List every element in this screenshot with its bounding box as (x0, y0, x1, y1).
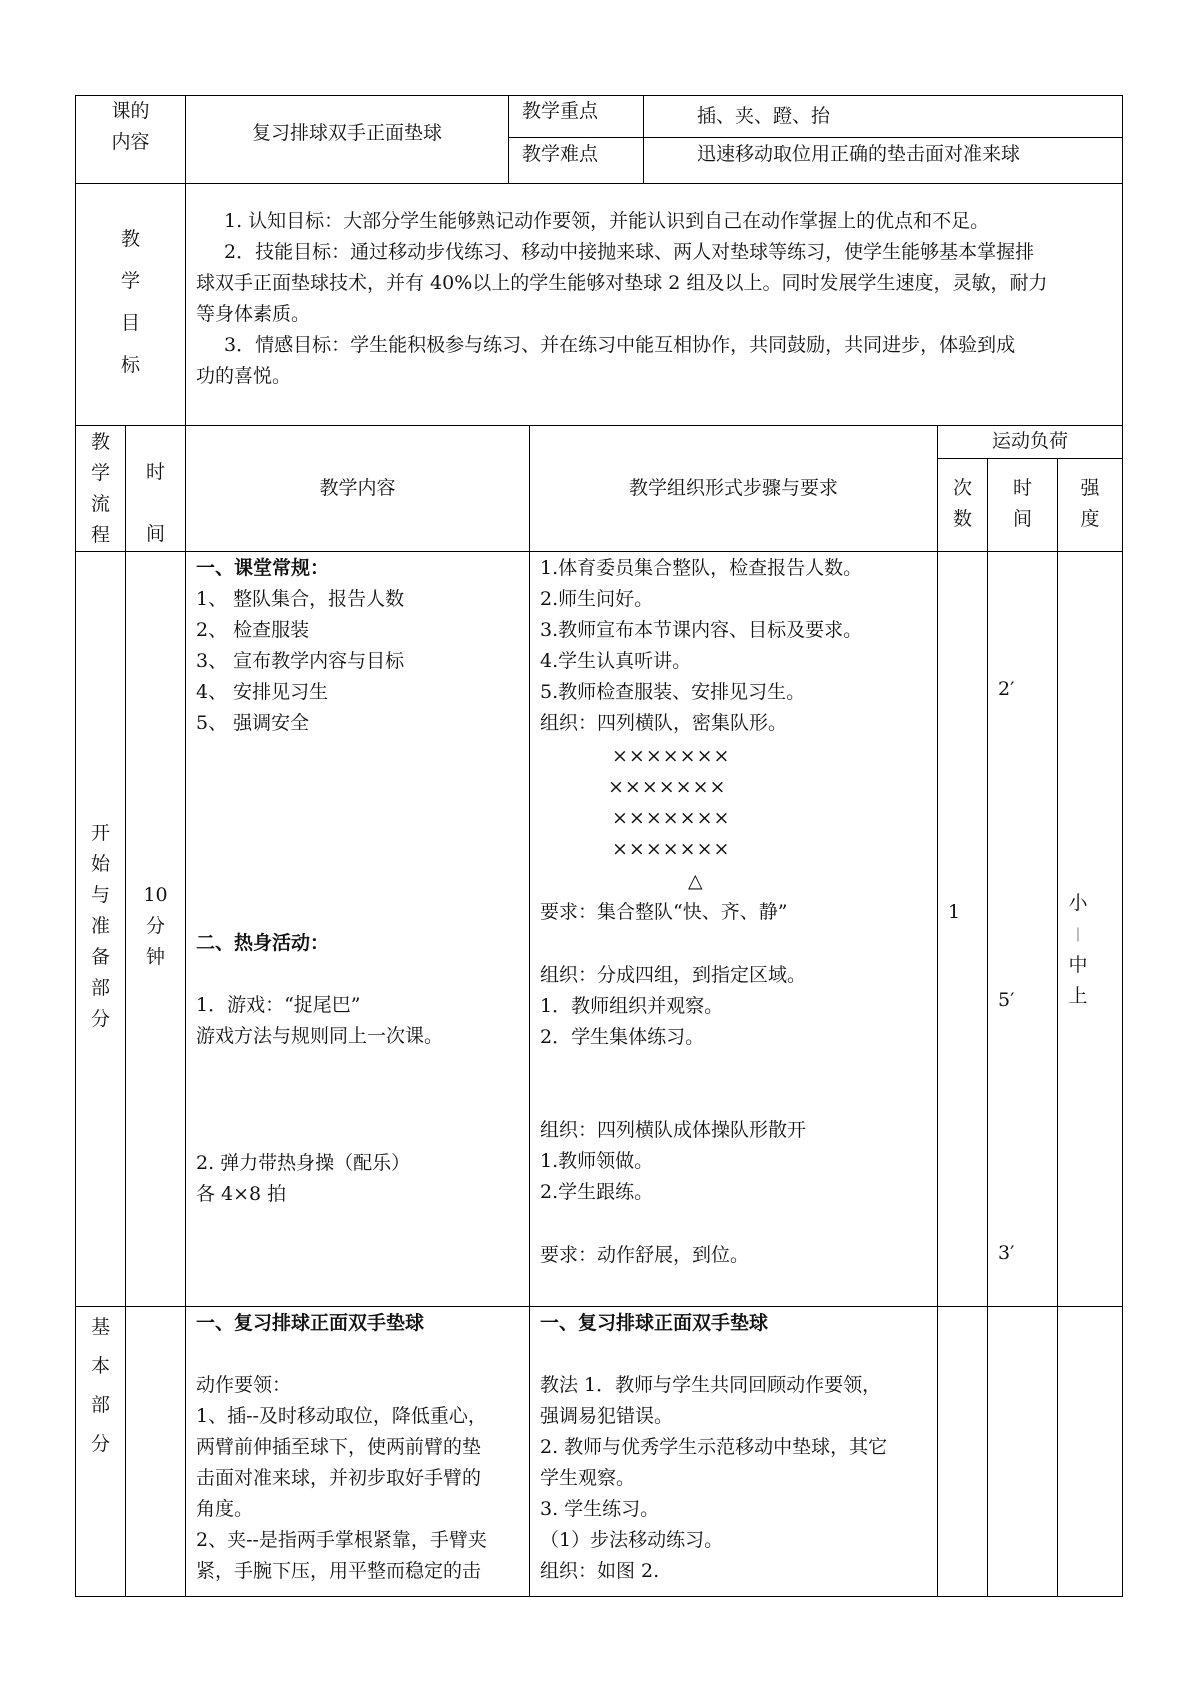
exercise-title: 2. 弹力带热身操（配乐） (196, 1152, 411, 1174)
org-line: 2. 教师与优秀学生示范移动中垫球，其它 (540, 1436, 888, 1458)
content-line: 2、夹--是指两手掌根紧靠，手臂夹 (196, 1529, 487, 1551)
load-header: 运动负荷 (991, 430, 1068, 452)
divider (75, 183, 1123, 184)
part1-organization-group (540, 960, 806, 1053)
warmup-heading: 二、热身活动： (196, 932, 330, 954)
header-char: 强 (1080, 477, 1100, 499)
duration-2: 5′ (998, 989, 1015, 1011)
header-char: 教 (90, 431, 110, 453)
intensity-header (1058, 473, 1122, 535)
content-heading: 一、课堂常规： (196, 557, 330, 579)
difficulty-label: 教学难点 (522, 143, 599, 165)
phase-char: 基 (90, 1316, 110, 1338)
divider (643, 95, 644, 183)
org-step: 1.教师领做。 (540, 1150, 654, 1172)
label-line: 内容 (111, 131, 150, 153)
warmup-game (196, 990, 443, 1052)
count-header (938, 473, 987, 535)
game-desc: 游戏方法与规则同上一次课。 (196, 1025, 444, 1047)
phase-char: 本 (90, 1355, 110, 1377)
time-value: 10 (143, 884, 168, 906)
content-line: 角度。 (196, 1498, 254, 1520)
content-item: 1、 整队集合，报告人数 (196, 588, 405, 610)
part1-count: 1 (948, 901, 961, 923)
difficulty-value: 迅速移动取位用正确的垫击面对准来球 (697, 143, 1021, 165)
org-step: 1．教师组织并观察。 (540, 995, 724, 1017)
divider (75, 551, 1123, 552)
content-line: 击面对准来球，并初步取好手臂的 (196, 1467, 482, 1489)
label-line: 课的 (111, 100, 150, 122)
divider (508, 95, 509, 183)
org-line: 3. 学生练习。 (540, 1498, 660, 1520)
part2-organization-lines (540, 1370, 887, 1587)
org-step: 5.教师检查服装、安排见习生。 (540, 681, 806, 703)
divider (529, 425, 530, 1596)
duration-header (988, 473, 1057, 535)
part1-phase (76, 818, 125, 1035)
org-step: 4.学生认真听讲。 (540, 650, 692, 672)
label-char: 目 (120, 312, 140, 334)
divider (185, 425, 186, 1596)
header-char: 间 (145, 523, 165, 545)
divider (185, 183, 186, 425)
org-line: 学生观察。 (540, 1467, 636, 1489)
divider (937, 425, 938, 1596)
header-char: 时 (1012, 477, 1032, 499)
part2-content-lines (196, 1401, 487, 1587)
part1-intensity (1058, 888, 1098, 1012)
org-line: 教法 1．教师与学生共同回顾动作要领， (540, 1374, 882, 1396)
org-line: 组织：分成四组，到指定区域。 (540, 964, 807, 986)
table-border-top (75, 95, 1123, 96)
phase-char: 分 (90, 1008, 110, 1030)
org-step: 3.教师宣布本节课内容、目标及要求。 (540, 619, 863, 641)
org-line: 组织：四列横队成体操队形散开 (540, 1119, 807, 1141)
header-char: 度 (1080, 508, 1100, 530)
exercise-desc: 各 4×8 拍 (196, 1183, 287, 1205)
part1-content (196, 553, 404, 739)
divider (508, 137, 1123, 138)
objectives-label (76, 218, 185, 386)
formation-row: ××××××× (608, 776, 727, 798)
intensity-char: 小 (1068, 892, 1088, 914)
divider (987, 458, 988, 1596)
org-step: 2.师生问好。 (540, 588, 654, 610)
divider (125, 425, 126, 1596)
intensity-char: | (1075, 926, 1081, 942)
phase-char: 部 (90, 977, 110, 999)
org-line: 组织：如图 2. (540, 1560, 660, 1582)
lesson-content-label (76, 96, 185, 158)
objective-line: 2．技能目标：通过移动步伐练习、移动中接抛来球、两人对垫球等练习，使学生能够基本掌握排 (224, 241, 1035, 263)
phase-char: 开 (90, 822, 110, 844)
label-char: 教 (120, 228, 140, 250)
content-line: 两臂前伸插至球下，使两前臂的垫 (196, 1436, 482, 1458)
org-line: 强调易犯错误。 (540, 1405, 674, 1427)
org-line: 组织：四列横队，密集队形。 (540, 712, 788, 734)
label-char: 标 (120, 354, 140, 376)
formation-row: ××××××× (612, 807, 731, 829)
objective-line: 1. 认知目标：大部分学生能够熟记动作要领，并能认识到自己在动作掌握上的优点和不足。 (224, 210, 990, 232)
content-item: 3、 宣布教学内容与目标 (196, 650, 405, 672)
header-char: 时 (145, 461, 165, 483)
header-char: 间 (1012, 508, 1032, 530)
org-step: 1.体育委员集合整队，检查报告人数。 (540, 557, 863, 579)
duration-3: 3′ (998, 1242, 1015, 1264)
header-char: 流 (90, 493, 110, 515)
formation-row: ××××××× (612, 838, 731, 860)
time-header (126, 441, 185, 565)
duration-1: 2′ (998, 678, 1015, 700)
part2-phase (76, 1308, 125, 1464)
objective-line: 功的喜悦。 (196, 365, 292, 387)
requirement-1: 要求：集合整队“快、齐、静” (540, 901, 788, 923)
intensity-char: 上 (1068, 985, 1088, 1007)
part1-time (126, 880, 185, 973)
org-step: 2．学生集体练习。 (540, 1026, 705, 1048)
organization-header: 教学组织形式步骤与要求 (628, 477, 838, 499)
header-char: 次 (952, 477, 972, 499)
formation-diagram (608, 741, 731, 865)
intensity-char: 中 (1068, 954, 1088, 976)
org-line: （1）步法移动练习。 (540, 1529, 724, 1551)
content-item: 5、 强调安全 (196, 712, 310, 734)
part2-content-heading: 一、复习排球正面双手垫球 (196, 1312, 425, 1334)
table-border-right (1122, 95, 1123, 1597)
phase-char: 始 (90, 853, 110, 875)
teacher-marker: △ (688, 870, 703, 892)
org-step: 2.学生跟练。 (540, 1181, 654, 1203)
content-line: 1、插--及时移动取位，降低重心， (196, 1405, 487, 1427)
header-char: 数 (952, 508, 972, 530)
time-value: 钟 (145, 946, 165, 968)
header-char: 学 (90, 462, 110, 484)
objectives-text (196, 206, 1047, 392)
part2-organization-heading: 一、复习排球正面双手垫球 (540, 1312, 769, 1334)
game-title: 1．游戏：“捉尾巴” (196, 994, 361, 1016)
content-header: 教学内容 (319, 477, 396, 499)
table-border-bottom (75, 1596, 1123, 1597)
formation-row: ××××××× (612, 745, 731, 767)
flow-header (76, 427, 125, 551)
divider (75, 1306, 1123, 1307)
requirement-2: 要求：动作舒展，到位。 (540, 1244, 750, 1266)
objective-line: 球双手正面垫球技术，并有 40%以上的学生能够对垫球 2 组及以上。同时发展学生速度，灵敏，耐力 (196, 272, 1048, 294)
time-value: 分 (145, 915, 165, 937)
phase-char: 备 (90, 946, 110, 968)
objective-line: 等身体素质。 (196, 303, 311, 325)
part1-organization-exercise (540, 1115, 806, 1208)
phase-char: 准 (90, 915, 110, 937)
phase-char: 分 (90, 1433, 110, 1455)
key-point-label: 教学重点 (522, 100, 599, 122)
divider (1057, 458, 1058, 1596)
divider (937, 458, 1123, 459)
part1-organization-steps (540, 553, 862, 739)
phase-char: 部 (90, 1394, 110, 1416)
content-line: 紧，手腕下压，用平整而稳定的击 (196, 1560, 482, 1582)
objective-line: 3．情感目标：学生能积极参与练习、并在练习中能互相协作，共同鼓励，共同进步，体验到成 (224, 334, 1016, 356)
label-char: 学 (120, 270, 140, 292)
content-item: 2、 检查服装 (196, 619, 310, 641)
lesson-content-value: 复习排球双手正面垫球 (251, 122, 442, 144)
phase-char: 与 (90, 884, 110, 906)
warmup-exercise (196, 1148, 410, 1210)
content-item: 4、 安排见习生 (196, 681, 329, 703)
key-point-value: 插、夹、蹬、抬 (697, 105, 831, 127)
header-char: 程 (90, 524, 110, 546)
part2-content-label: 动作要领： (196, 1374, 292, 1396)
